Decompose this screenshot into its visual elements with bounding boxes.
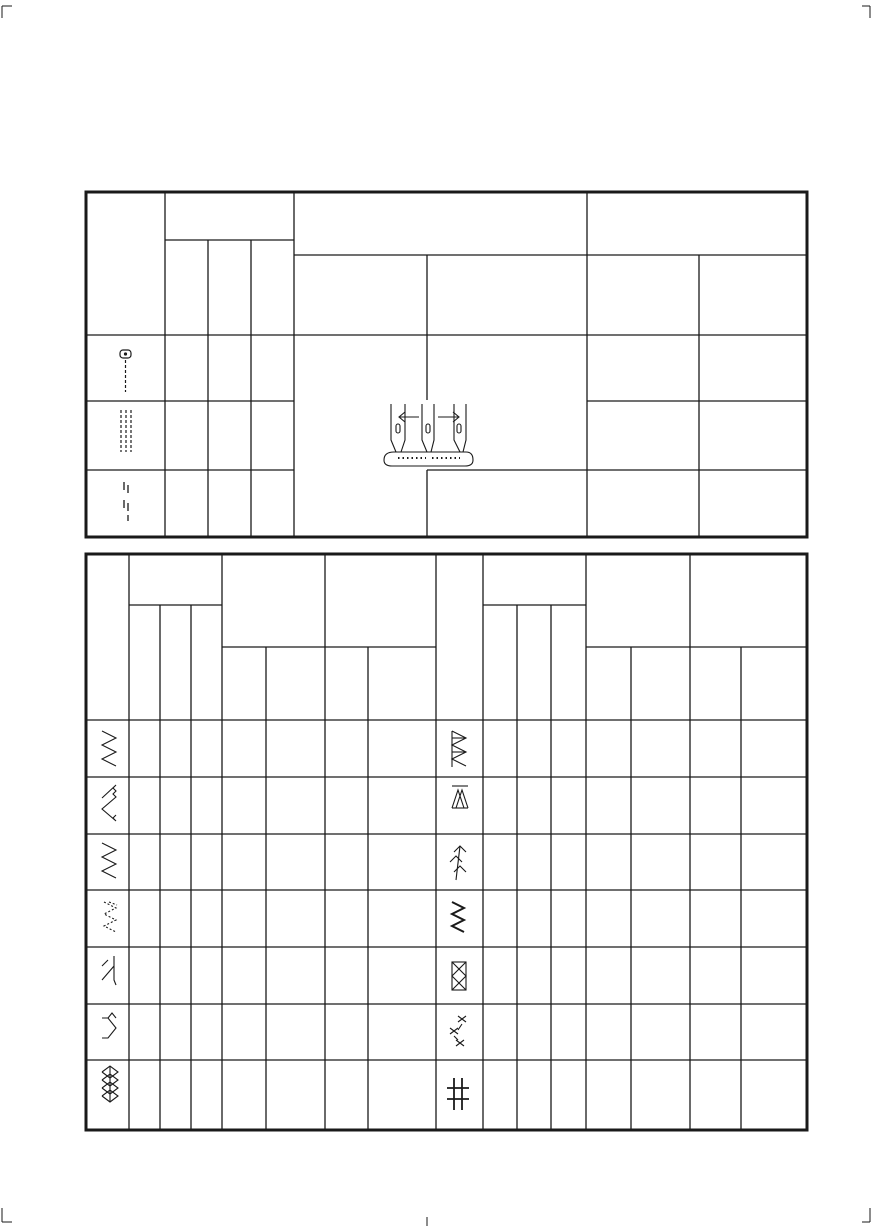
dotted-zigzag-icon (104, 902, 117, 932)
overcast-stitch-icon (452, 962, 466, 990)
multi-zigzag-stitch-icon (102, 785, 116, 821)
stitch-table-bottom (86, 554, 807, 1130)
basting-stitch-icon (124, 482, 128, 521)
honeycomb-stitch-icon (102, 1066, 118, 1102)
triple-straight-stitch-icon (121, 410, 131, 452)
three-step-zigzag-icon (102, 843, 116, 878)
zigzag-stitch-icon (102, 731, 116, 766)
needle-position-icon (384, 404, 473, 466)
blind-hem-stitch-icon (102, 956, 116, 985)
stitch-table-top (86, 192, 807, 537)
straight-stitch-icon (120, 350, 131, 392)
triple-zigzag-icon (452, 902, 464, 932)
cross-stitch-icon (450, 1016, 466, 1046)
overlock-stitch-icon (452, 731, 466, 767)
stretch-blind-hem-icon (102, 1013, 116, 1038)
feather-stitch-icon (450, 846, 466, 880)
ladder-stitch-icon (447, 1078, 469, 1110)
double-overlock-stitch-icon (452, 786, 468, 808)
